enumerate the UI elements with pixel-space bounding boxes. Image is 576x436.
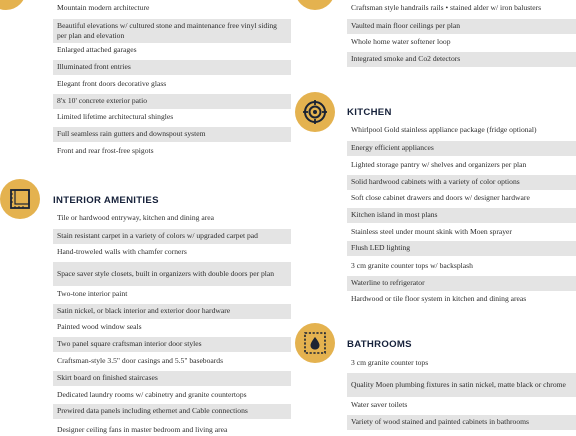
section-heading-kitchen: KITCHEN [347, 107, 392, 118]
list-item: Beautiful elevations w/ cultured stone and maintenance free vinyl siding per plan and elevation [53, 19, 291, 43]
list-item: Integrated smoke and Co2 detectors [347, 52, 576, 67]
list-item: Enlarged attached garages [57, 45, 137, 55]
list-item: 8'x 10' concrete exterior patio [53, 94, 291, 109]
list-item: Two panel square craftsman interior door styles [53, 337, 291, 352]
list-item: Designer ceiling fans in master bedroom and living area [57, 425, 228, 435]
list-item: Flush LED lighting [347, 241, 576, 256]
list-item: 3 cm granite counter tops w/ backsplash [351, 261, 473, 271]
list-item: Hardwood or tile floor system in kitchen and dining areas [351, 294, 527, 304]
list-item: Solid hardwood cabinets with a variety of color options [347, 175, 576, 190]
section-heading-interior: INTERIOR AMENITIES [53, 195, 159, 206]
water-drop-icon [302, 330, 328, 356]
burner-icon [302, 99, 328, 125]
list-item: Mountain modern architecture [57, 3, 150, 13]
list-item: Painted wood window seals [57, 322, 142, 332]
bathrooms-badge [295, 323, 335, 363]
upper-right-badge [295, 0, 335, 10]
list-item: 3 cm granite counter tops [351, 358, 429, 368]
list-item: Space saver style closets, built in organizers with double doors per plan [53, 262, 291, 286]
list-item: Two-tone interior paint [57, 289, 128, 299]
list-item: Variety of wood stained and painted cabinets in bathrooms [347, 415, 576, 430]
list-item: Front and rear frost-free spigots [57, 146, 154, 156]
list-item: Stain resistant carpet in a variety of colors w/ upgraded carpet pad [53, 229, 291, 244]
list-item: Prewired data panels including ethernet and Cable connections [53, 404, 291, 419]
exterior-badge [0, 0, 26, 10]
list-item: Waterline to refrigerator [347, 276, 576, 291]
list-item: Skirt board on finished staircases [53, 371, 291, 386]
list-item: Craftsman-style 3.5" door casings and 5.5" baseboards [57, 356, 224, 366]
list-item: Whole home water softener loop [351, 37, 451, 47]
list-item: Limited lifetime architectural shingles [57, 112, 174, 122]
list-item: Stainless steel under mount skink with Moen sprayer [351, 227, 512, 237]
list-item: Full seamless rain gutters and downspout system [53, 127, 291, 142]
section-heading-bathrooms: BATHROOMS [347, 339, 412, 350]
list-item: Quality Moen plumbing fixtures in satin nickel, matte black or chrome [347, 373, 576, 397]
kitchen-badge [295, 92, 335, 132]
list-item: Whirlpool Gold stainless appliance package (fridge optional) [351, 125, 537, 135]
interior-badge [0, 179, 40, 219]
list-item: Tile or hardwood entryway, kitchen and dining area [57, 213, 214, 223]
list-item: Illuminated front entries [53, 60, 291, 75]
list-item: Soft close cabinet drawers and doors w/ designer hardware [351, 193, 530, 203]
list-item: Vaulted main floor ceilings per plan [347, 19, 576, 34]
list-item: Water saver toilets [351, 400, 408, 410]
list-item: Dedicated laundry rooms w/ cabinetry and granite countertops [57, 390, 247, 400]
list-item: Hand-troweled walls with chamfer corners [57, 247, 187, 257]
list-item: Satin nickel, or black interior and exterior door hardware [53, 304, 291, 319]
list-item: Energy efficient appliances [347, 141, 576, 156]
list-item: Craftsman style handrails rails • stained alder w/ iron balusters [351, 3, 542, 13]
list-item: Lighted storage pantry w/ shelves and organizers per plan [351, 160, 527, 170]
list-item: Elegant front doors decorative glass [57, 79, 167, 89]
list-item: Kitchen island in most plans [347, 208, 576, 223]
ruler-square-icon [8, 187, 32, 211]
